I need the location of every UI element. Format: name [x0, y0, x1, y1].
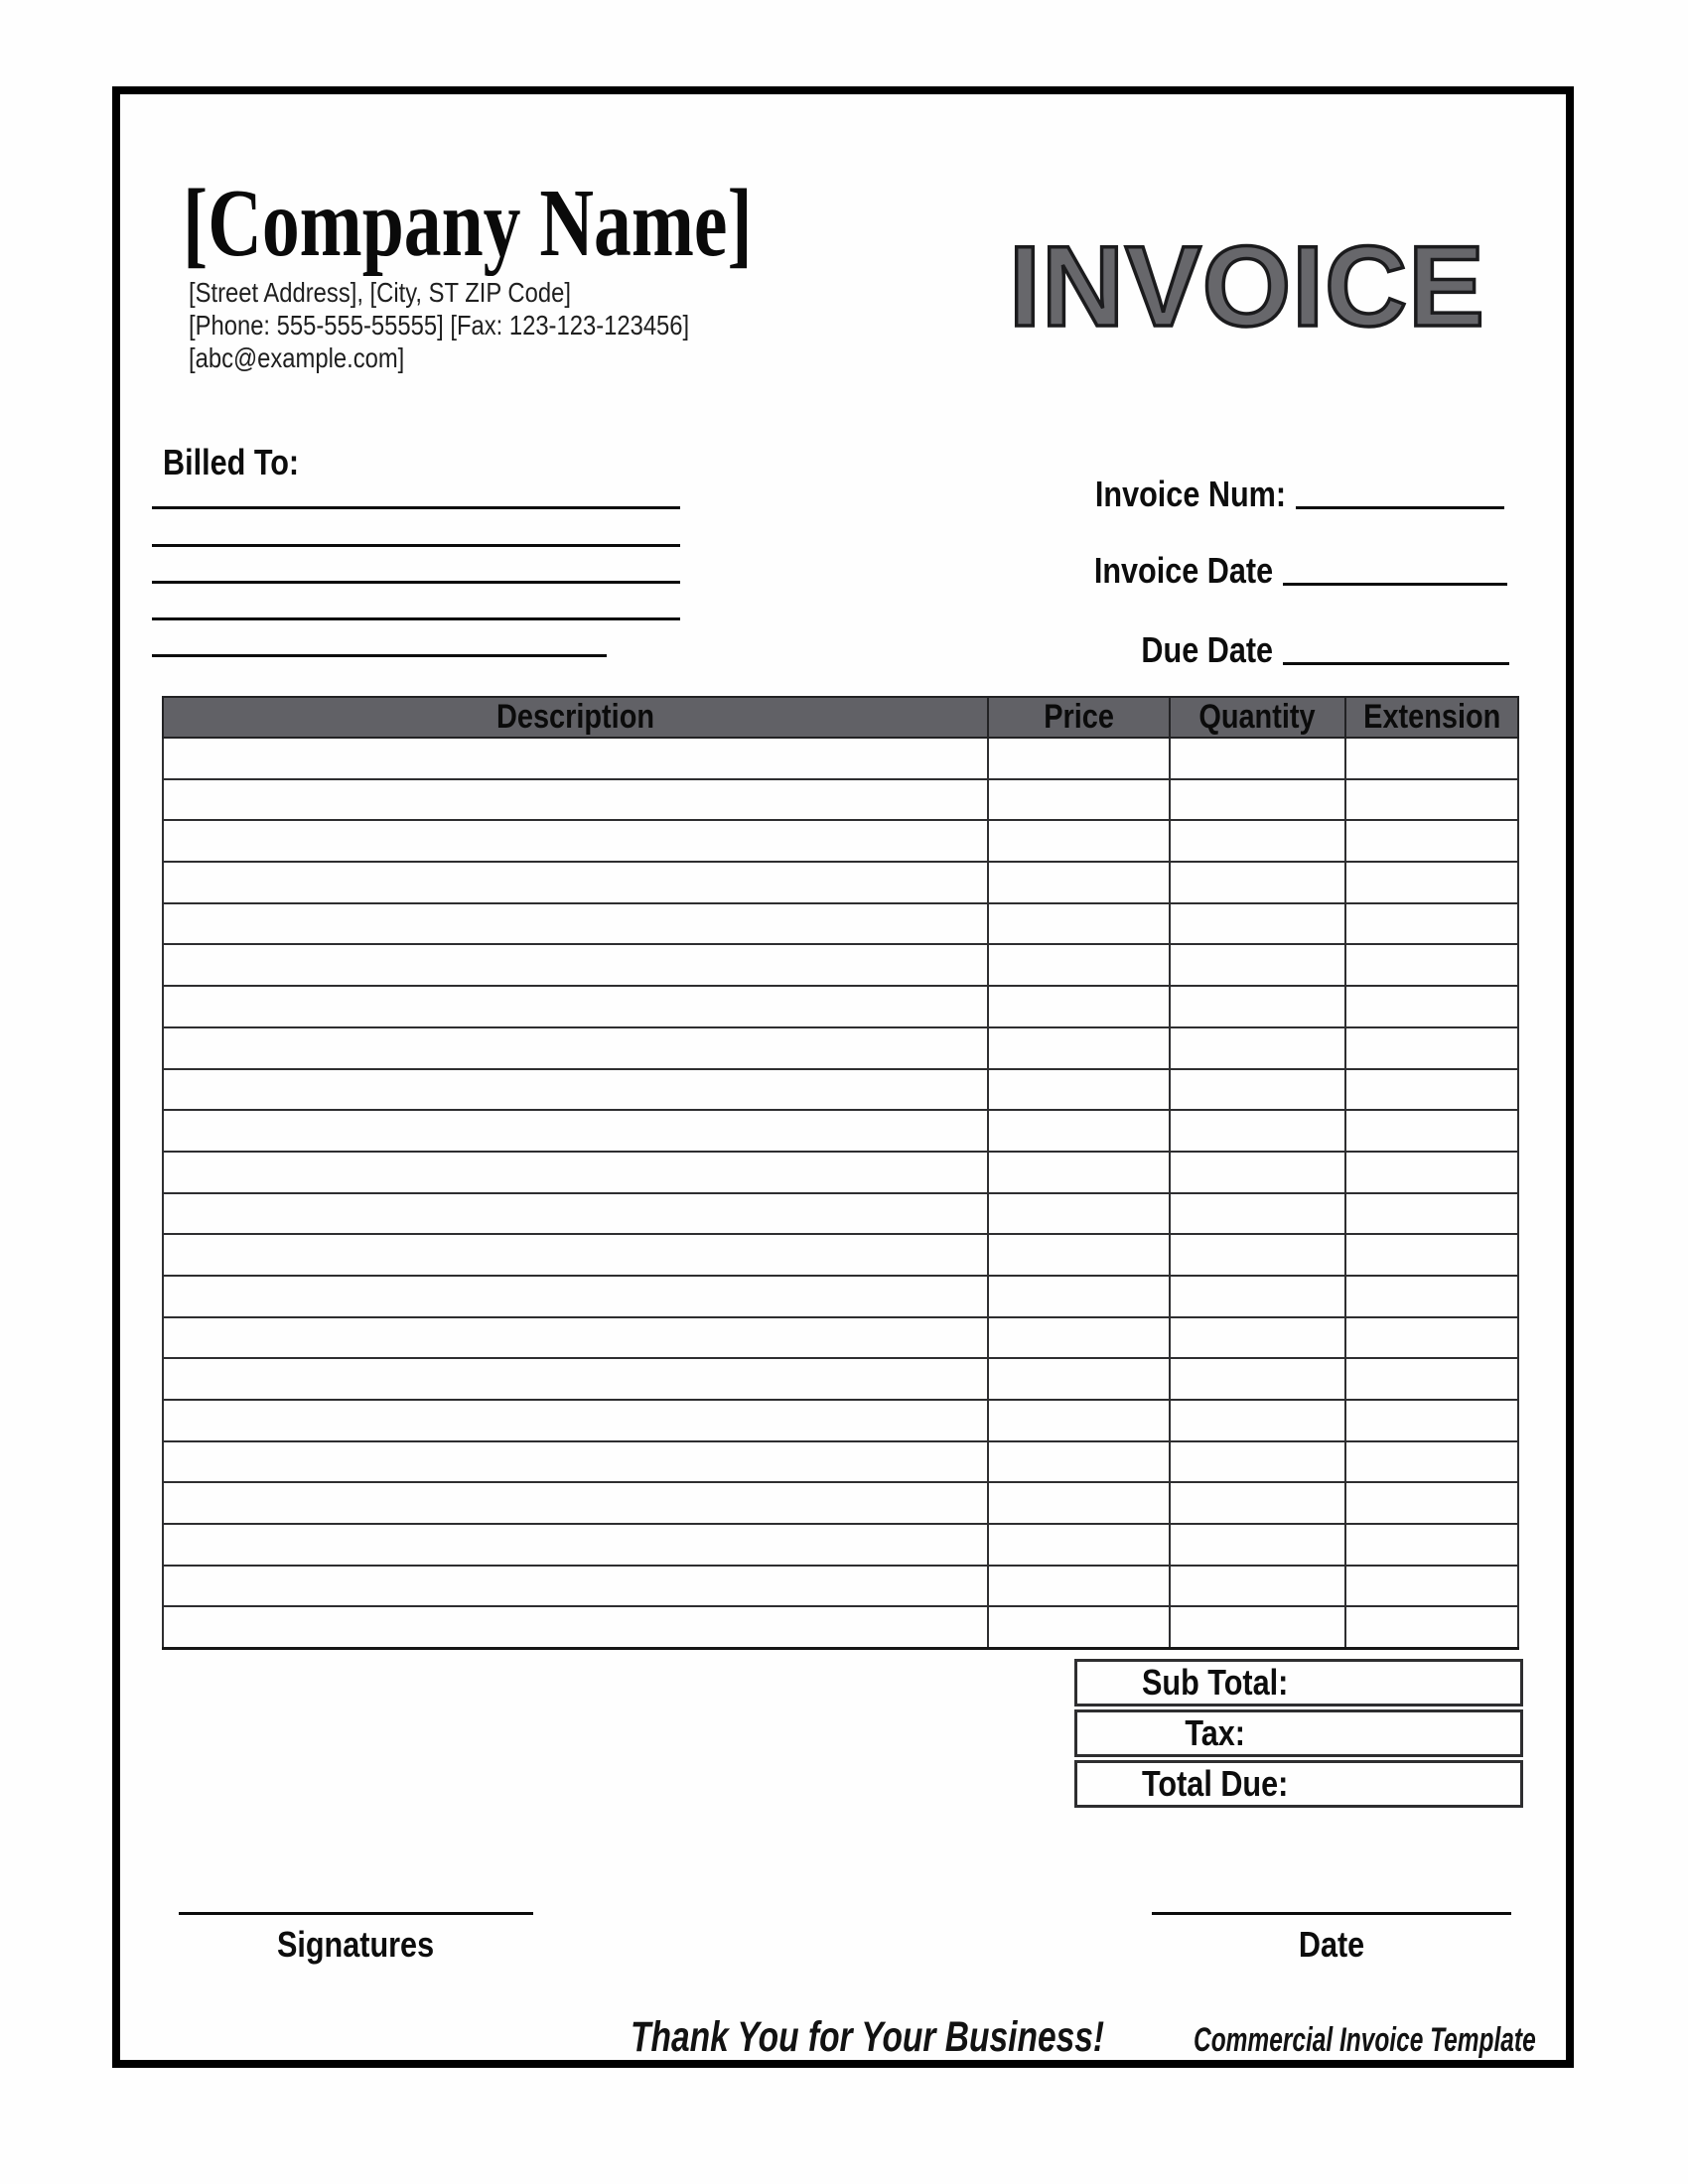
invoice-num-label: Invoice Num:: [1094, 474, 1286, 514]
total-due-row: [1074, 1760, 1523, 1808]
table-row: [163, 944, 1518, 986]
cell-price[interactable]: [988, 1152, 1170, 1193]
cell-price[interactable]: [988, 738, 1170, 779]
table-row: [163, 1441, 1518, 1483]
cell-quantity[interactable]: [1170, 1027, 1346, 1069]
invoice-date-label: Invoice Date: [1093, 550, 1273, 591]
cell-price[interactable]: [988, 944, 1170, 986]
cell-price[interactable]: [988, 862, 1170, 903]
items-table-header: [163, 697, 1518, 738]
cell-quantity[interactable]: [1170, 1566, 1346, 1607]
cell-description[interactable]: [163, 1441, 988, 1483]
cell-price[interactable]: [988, 1317, 1170, 1359]
table-row: [163, 862, 1518, 903]
cell-extension[interactable]: [1345, 1317, 1518, 1359]
cell-price[interactable]: [988, 1276, 1170, 1317]
table-row: [163, 903, 1518, 945]
table-row: [163, 986, 1518, 1027]
cell-extension[interactable]: [1345, 1234, 1518, 1276]
signatures-blank-line[interactable]: [179, 1912, 533, 1915]
cell-description[interactable]: [163, 1482, 988, 1524]
cell-extension[interactable]: [1345, 1069, 1518, 1111]
subtotal-label: Sub Total:: [1141, 1662, 1288, 1703]
cell-description[interactable]: [163, 903, 988, 945]
table-row: [163, 1358, 1518, 1400]
cell-extension[interactable]: [1345, 1566, 1518, 1607]
table-row: [163, 1193, 1518, 1235]
column-header-price: Price: [988, 697, 1170, 738]
cell-price[interactable]: [988, 1524, 1170, 1566]
cell-extension[interactable]: [1345, 1276, 1518, 1317]
company-phone-fax: [Phone: 555-555-55555] [Fax: 123-123-123456]: [189, 310, 690, 341]
cell-description[interactable]: [163, 820, 988, 862]
cell-extension[interactable]: [1345, 1441, 1518, 1483]
table-row: [163, 1524, 1518, 1566]
invoice-date-row: [1062, 536, 1507, 591]
cell-extension[interactable]: [1345, 944, 1518, 986]
subtotal-value[interactable]: [1352, 1662, 1520, 1704]
cell-quantity[interactable]: [1170, 903, 1346, 945]
cell-extension[interactable]: [1345, 1110, 1518, 1152]
cell-description[interactable]: [163, 1566, 988, 1607]
company-address-block: [189, 276, 777, 374]
cell-price[interactable]: [988, 1606, 1170, 1648]
cell-quantity[interactable]: [1170, 1606, 1346, 1648]
cell-description[interactable]: [163, 738, 988, 779]
cell-extension[interactable]: [1345, 738, 1518, 779]
cell-extension[interactable]: [1345, 1358, 1518, 1400]
cell-description[interactable]: [163, 1524, 988, 1566]
cell-price[interactable]: [988, 1482, 1170, 1524]
cell-price[interactable]: [988, 1027, 1170, 1069]
cell-description[interactable]: [163, 1358, 988, 1400]
cell-extension[interactable]: [1345, 1400, 1518, 1441]
cell-quantity[interactable]: [1170, 1193, 1346, 1235]
cell-price[interactable]: [988, 779, 1170, 821]
table-row: [163, 738, 1518, 779]
signatures-label: Signatures: [277, 1924, 435, 1965]
table-row: [163, 1110, 1518, 1152]
cell-quantity[interactable]: [1170, 1069, 1346, 1111]
cell-quantity[interactable]: [1170, 944, 1346, 986]
tax-value[interactable]: [1352, 1712, 1520, 1754]
due-date-row: [1118, 615, 1509, 670]
invoice-num-row: [1061, 460, 1504, 514]
cell-extension[interactable]: [1345, 1152, 1518, 1193]
cell-quantity[interactable]: [1170, 1482, 1346, 1524]
cell-quantity[interactable]: [1170, 1524, 1346, 1566]
billed-to-line-2[interactable]: [152, 544, 680, 547]
cell-quantity[interactable]: [1170, 862, 1346, 903]
cell-quantity[interactable]: [1170, 986, 1346, 1027]
billed-to-label: Billed To:: [163, 442, 300, 482]
cell-extension[interactable]: [1345, 820, 1518, 862]
thank-you-message: Thank You for Your Business!: [631, 2013, 1105, 2061]
due-date-blank[interactable]: [1283, 662, 1509, 665]
cell-description[interactable]: [163, 1193, 988, 1235]
cell-extension[interactable]: [1345, 1524, 1518, 1566]
billed-to-line-5[interactable]: [152, 654, 607, 657]
cell-description[interactable]: [163, 1110, 988, 1152]
cell-quantity[interactable]: [1170, 1317, 1346, 1359]
table-row: [163, 1069, 1518, 1111]
cell-description[interactable]: [163, 1069, 988, 1111]
billed-to-line-3[interactable]: [152, 581, 680, 584]
cell-price[interactable]: [988, 1566, 1170, 1607]
cell-description[interactable]: [163, 1234, 988, 1276]
cell-price[interactable]: [988, 1193, 1170, 1235]
column-header-description: Description: [163, 697, 988, 738]
cell-quantity[interactable]: [1170, 738, 1346, 779]
cell-quantity[interactable]: [1170, 1358, 1346, 1400]
cell-quantity[interactable]: [1170, 820, 1346, 862]
cell-quantity[interactable]: [1170, 1276, 1346, 1317]
column-header-extension: Extension: [1345, 697, 1518, 738]
cell-extension[interactable]: [1345, 862, 1518, 903]
cell-quantity[interactable]: [1170, 1152, 1346, 1193]
cell-description[interactable]: [163, 986, 988, 1027]
items-table-body: [163, 738, 1518, 1648]
cell-description[interactable]: [163, 1317, 988, 1359]
cell-description[interactable]: [163, 862, 988, 903]
cell-extension[interactable]: [1345, 903, 1518, 945]
cell-description[interactable]: [163, 779, 988, 821]
template-name: Commercial Invoice Template: [1194, 2021, 1536, 2059]
total-due-label: Total Due:: [1141, 1763, 1288, 1804]
cell-price[interactable]: [988, 1234, 1170, 1276]
cell-price[interactable]: [988, 1358, 1170, 1400]
table-row: [163, 1027, 1518, 1069]
cell-extension[interactable]: [1345, 1027, 1518, 1069]
due-date-label: Due Date: [1141, 629, 1273, 670]
cell-quantity[interactable]: [1170, 1110, 1346, 1152]
billed-to-line-1[interactable]: [152, 506, 680, 509]
cell-extension[interactable]: [1345, 1606, 1518, 1648]
cell-description[interactable]: [163, 1276, 988, 1317]
table-row: [163, 1566, 1518, 1607]
cell-price[interactable]: [988, 1441, 1170, 1483]
items-table: [162, 696, 1519, 1650]
invoice-date-blank[interactable]: [1283, 583, 1507, 586]
date-blank-line[interactable]: [1152, 1912, 1511, 1915]
cell-price[interactable]: [988, 1400, 1170, 1441]
table-row: [163, 1400, 1518, 1441]
tax-label: Tax:: [1184, 1712, 1245, 1753]
cell-extension[interactable]: [1345, 1482, 1518, 1524]
invoice-title: INVOICE: [1009, 223, 1485, 350]
cell-price[interactable]: [988, 986, 1170, 1027]
cell-price[interactable]: [988, 820, 1170, 862]
company-name: [Company Name]: [183, 170, 753, 276]
table-row: [163, 1276, 1518, 1317]
table-row: [163, 1317, 1518, 1359]
subtotal-row: [1074, 1659, 1523, 1706]
cell-description[interactable]: [163, 1027, 988, 1069]
invoice-num-blank[interactable]: [1296, 506, 1504, 509]
cell-quantity[interactable]: [1170, 779, 1346, 821]
cell-extension[interactable]: [1345, 1193, 1518, 1235]
table-row: [163, 1234, 1518, 1276]
table-row: [163, 779, 1518, 821]
table-row: [163, 820, 1518, 862]
cell-price[interactable]: [988, 1069, 1170, 1111]
table-row: [163, 1606, 1518, 1648]
cell-price[interactable]: [988, 903, 1170, 945]
cell-quantity[interactable]: [1170, 1400, 1346, 1441]
cell-quantity[interactable]: [1170, 1234, 1346, 1276]
column-header-quantity: Quantity: [1170, 697, 1346, 738]
tax-row: [1074, 1709, 1523, 1757]
cell-description[interactable]: [163, 1152, 988, 1193]
total-due-value[interactable]: [1352, 1763, 1520, 1805]
table-row: [163, 1482, 1518, 1524]
cell-description[interactable]: [163, 1400, 988, 1441]
cell-extension[interactable]: [1345, 779, 1518, 821]
table-row: [163, 1152, 1518, 1193]
date-label: Date: [1298, 1924, 1365, 1965]
billed-to-line-4[interactable]: [152, 617, 680, 620]
company-street-address: [Street Address], [City, ST ZIP Code]: [189, 277, 571, 308]
cell-price[interactable]: [988, 1110, 1170, 1152]
cell-extension[interactable]: [1345, 986, 1518, 1027]
cell-description[interactable]: [163, 944, 988, 986]
company-email: [abc@example.com]: [189, 342, 405, 373]
cell-description[interactable]: [163, 1606, 988, 1648]
cell-quantity[interactable]: [1170, 1441, 1346, 1483]
